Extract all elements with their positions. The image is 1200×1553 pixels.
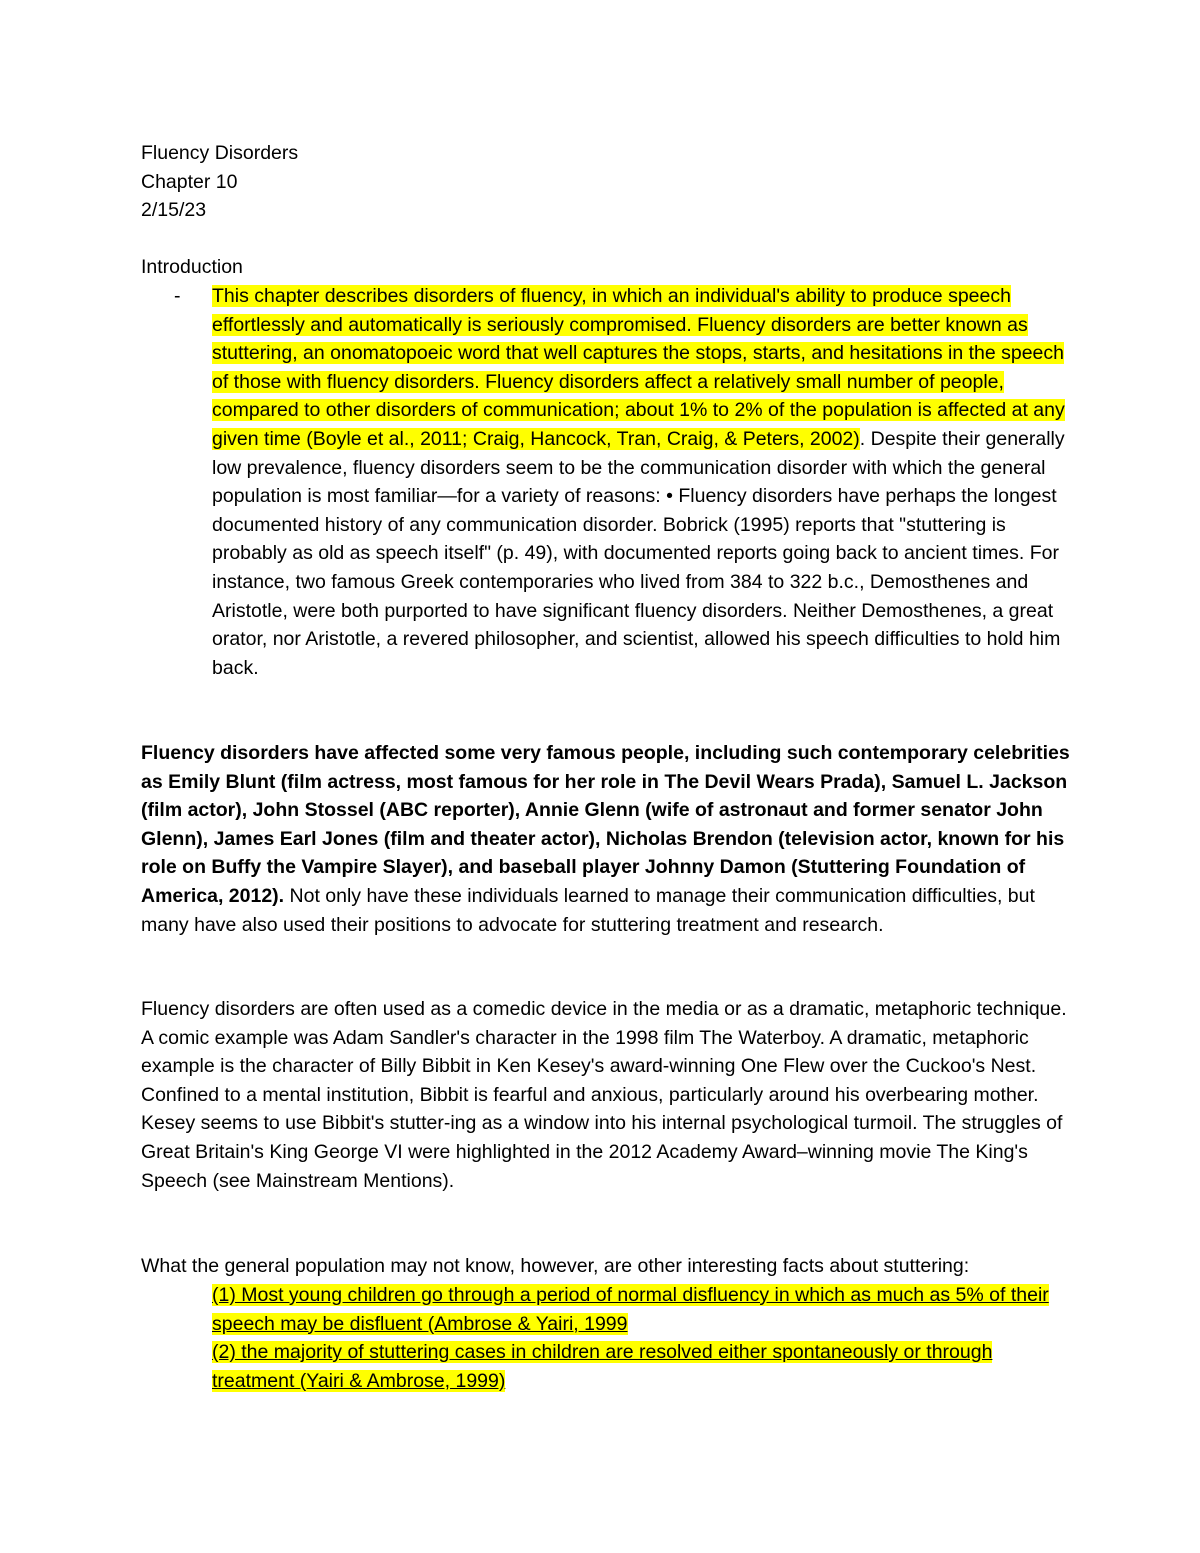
media-paragraph: Fluency disorders are often used as a comedic device in the media or as a dramatic, metaphoric technique. A comic example was Adam Sandler's character in the 1998 film The Waterboy. A dramatic, metaphoric example is the character of Billy Bibbit in Ken Kesey's award-winning One Flew over the Cuckoo's Nest. Confined to a mental institution, Bibbit is fearful and anxious, particularly around his overbearing mother. Kesey seems to use Bibbit's stutter-ing as a window into his internal psychological turmoil. The struggles of Great Britain's King George VI were highlighted in the 2012 Academy Award–winning movie The King's Speech (see Mainstream Mentions). (141, 998, 1067, 1192)
blank-line (141, 225, 1071, 254)
intro-bullet-text (212, 282, 1072, 682)
famous-people-bold-text: Fluency disorders have affected some very famous people, including such contemporary celebrities as Emily Blunt (film actress, most famous for her role in The Devil Wears Prada), Samuel L. Jackson (film actor), John Stossel (ABC reporter), Annie Glenn (wife of astronaut and former senator John Glenn), James Earl Jones (film and theater actor), Nicholas Brendon (television actor, known for his role on Buffy the Vampire Slayer), and baseball player Johnny Damon (Stuttering Foundation of America, 2012). (141, 742, 1070, 907)
famous-people-plain-text: Not only have these individuals learned to manage their communication difficulties, but many have also used their positions to advocate for stuttering treatment and research. (141, 884, 1035, 936)
intro-plain-text: . Despite their generally low prevalence, fluency disorders seem to be the communication disorder with which the general population is most familiar—for a variety of reasons: • Fluency disorders have perhaps the longest documented history of any communication disorder. Bobrick (1995) reports that "stuttering is probably as old as speech itself" (p. 49), with documented reports going back to ancient times. For instance, two famous Greek contemporaries who lived from 384 to 322 b.c., Demosthenes and Aristotle, were both purported to have significant fluency disorders. Neither Demosthenes, a great orator, nor Aristotle, a revered philosopher, and scientist, allowed his speech difficulties to hold him back. (212, 427, 1065, 679)
fact-item-1 (212, 1281, 1072, 1338)
fact-item-2-text: (2) the majority of stuttering cases in children are resolved either spontaneously or through treatment (Yairi & Ambrose, 1999) (212, 1341, 993, 1392)
famous-people-paragraph (141, 739, 1071, 939)
bullet-dash: - (174, 285, 181, 307)
fact-item-2 (212, 1338, 1072, 1395)
section-heading-introduction: Introduction (141, 256, 243, 279)
highlighted-text: This chapter describes disorders of fluency, in which an individual's ability to produce speech effortlessly and automatically is seriously compromised. Fluency disorders are better known as stuttering, an onomatopoeic word that well captures the stops, starts, and hesitations in the speech of those with fluency disorders. Fluency disorders affect a relatively small number of people, compared to other disorders of communication; about 1% to 2% of the population is affected at any given time (Boyle et al., 2011; Craig, Hancock, Tran, Craig, & Peters, 2002) (212, 285, 1065, 450)
document-header (141, 139, 1071, 282)
document-title: Fluency Disorders (141, 142, 299, 164)
chapter-label: Chapter 10 (141, 170, 238, 193)
facts-list (212, 1281, 1072, 1395)
document-date: 2/15/23 (141, 199, 207, 222)
fact-item-1-text: (1) Most young children go through a period of normal disfluency in which as much as 5% of their speech may be disfluent (Ambrose & Yairi, 1999 (212, 1284, 1049, 1335)
facts-intro: What the general population may not know, however, are other interesting facts about stuttering: (141, 1255, 970, 1277)
